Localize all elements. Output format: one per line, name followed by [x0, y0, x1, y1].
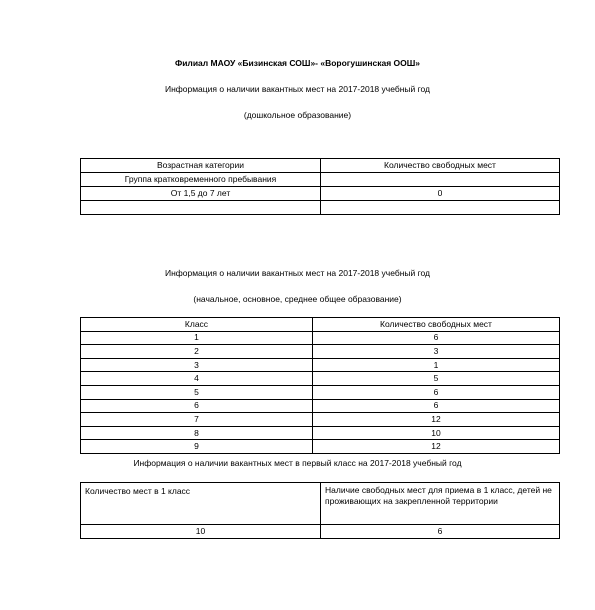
table-header-row	[81, 318, 560, 332]
table-cell: 12	[313, 413, 560, 427]
subheading-school: (начальное, основное, среднее общее образование)	[193, 294, 402, 304]
table-row	[81, 399, 560, 413]
table-cell: От 1,5 до 7 лет	[81, 187, 321, 201]
table-row	[81, 173, 560, 187]
table-row	[81, 358, 560, 372]
table-row	[81, 440, 560, 454]
table-cell: 5	[313, 372, 560, 386]
table-row	[81, 331, 560, 345]
table-cell: 6	[81, 399, 313, 413]
table-cell: 12	[313, 440, 560, 454]
table-row	[81, 345, 560, 359]
table-cell: 1	[313, 358, 560, 372]
first-grade-table	[80, 482, 560, 539]
table-cell: 4	[81, 372, 313, 386]
table-row	[81, 187, 560, 201]
table-header-row	[81, 483, 560, 525]
heading-first-grade: Информация о наличии вакантных мест в первый класс на 2017-2018 учебный год	[133, 458, 462, 468]
table-cell: 7	[81, 413, 313, 427]
preschool-table	[80, 158, 560, 215]
document-title: Филиал МАОУ «Бизинская СОШ»- «Ворогушинская ООШ»	[174, 58, 421, 68]
table-cell	[321, 173, 560, 187]
table-row	[81, 426, 560, 440]
heading-school: Информация о наличии вакантных мест на 2017-2018 учебный год	[164, 268, 431, 278]
table-cell: Группа кратковременного пребывания	[81, 173, 321, 187]
table-cell: 3	[81, 358, 313, 372]
table-header-row	[81, 159, 560, 173]
column-header: Возрастная категории	[81, 159, 321, 173]
table-row	[81, 385, 560, 399]
column-header: Класс	[81, 318, 313, 332]
table-row	[81, 525, 560, 539]
column-header: Количество свободных мест	[321, 159, 560, 173]
table-cell: 8	[81, 426, 313, 440]
school-table	[80, 317, 560, 454]
table-cell: 1	[81, 331, 313, 345]
table-cell: 10	[313, 426, 560, 440]
table-cell: 6	[313, 385, 560, 399]
table-row	[81, 413, 560, 427]
table-cell: 6	[313, 331, 560, 345]
table-cell: 3	[313, 345, 560, 359]
table-cell	[321, 201, 560, 215]
column-header: Количество мест в 1 класс	[81, 483, 321, 525]
table-cell: 6	[313, 399, 560, 413]
table-row	[81, 372, 560, 386]
table-cell: 2	[81, 345, 313, 359]
column-header: Количество свободных мест	[313, 318, 560, 332]
table-cell: 9	[81, 440, 313, 454]
table-cell: 6	[321, 525, 560, 539]
table-cell: 5	[81, 385, 313, 399]
table-cell	[81, 201, 321, 215]
table-cell: 10	[81, 525, 321, 539]
table-row	[81, 201, 560, 215]
subheading-preschool: (дошкольное образование)	[243, 110, 352, 120]
heading-preschool: Информация о наличии вакантных мест на 2017-2018 учебный год	[164, 84, 431, 94]
table-cell: 0	[321, 187, 560, 201]
column-header: Наличие свободных мест для приема в 1 класс, детей не проживающих на закрепленной территории	[321, 483, 560, 525]
